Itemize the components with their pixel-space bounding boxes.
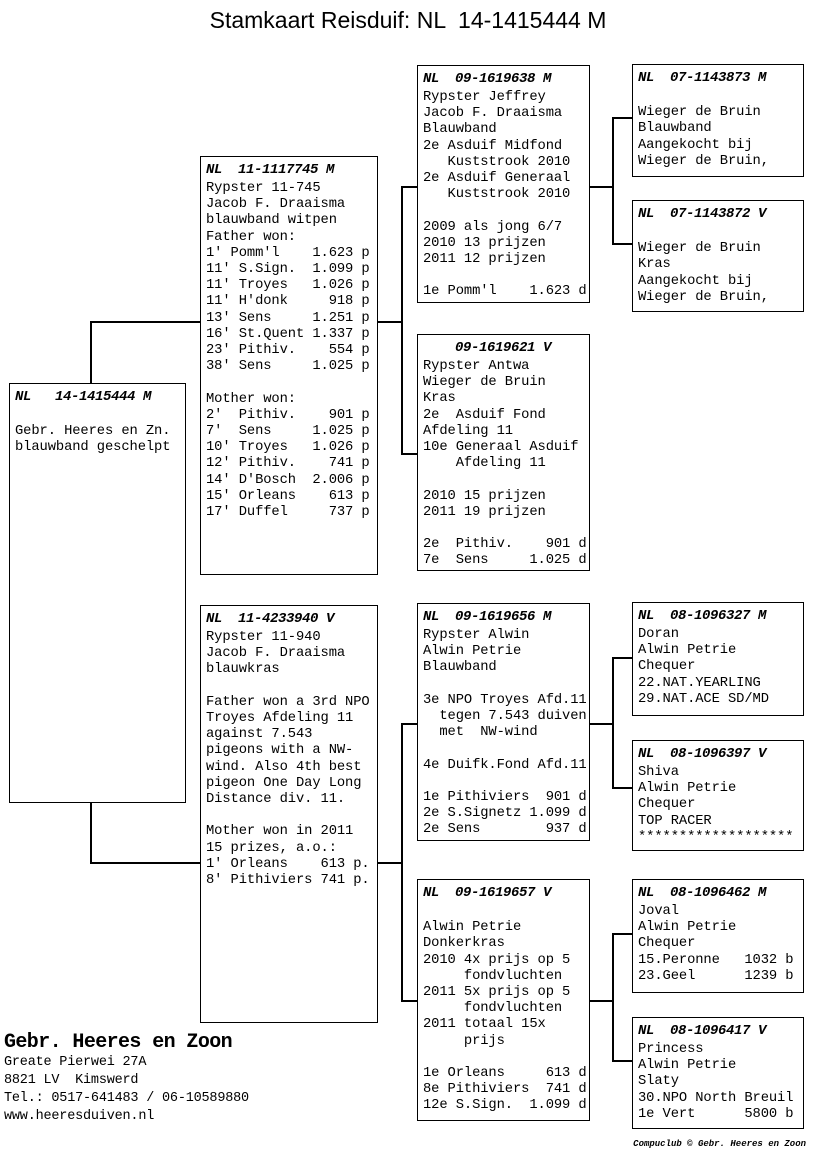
- pigeon-details: Wieger de Bruin Blauwband Aangekocht bij Wieger de Bruin,: [638, 105, 769, 169]
- connector-line: [612, 1060, 632, 1062]
- pedigree-box-ggf-1: [632, 64, 804, 177]
- connector-line: [612, 933, 614, 1061]
- pedigree-box-subject: [9, 383, 186, 803]
- pedigree-box-grandmother-paternal: [417, 334, 590, 571]
- pigeon-details: Rypster Antwa Wieger de Bruin Kras 2e Asduif Fond Afdeling 11 10e Generaal Asduif Afdeling 11 2010 15 prijzen 2011 19 prijzen 2e Pithiv. 901 d 7e Sens 1.025 d: [423, 359, 587, 569]
- connector-line: [612, 657, 632, 659]
- pigeon-details: Rypster Jeffrey Jacob F. Draaisma Blauwband 2e Asduif Midfond Kuststrook 2010 2e Asduif Generaal Kuststrook 2010 2009 als jong 6/7 2010 13 prijzen 2011 12 prijzen 1e Pomm'l 1.623 d: [423, 90, 587, 300]
- pedigree-box-mother: [200, 605, 378, 1023]
- pedigree-box-ggm-3: [632, 1017, 804, 1129]
- connector-line: [401, 1000, 417, 1002]
- ring-number: NL 09-1619656 M: [423, 609, 552, 625]
- pigeon-details: Rypster 11-940 Jacob F. Draaisma blauwkras Father won a 3rd NPO Troyes Afdeling 11 against 7.543 pigeons with a NW- wind. Also 4th best pigeon One Day Long Distance div. 11. Mother won in 2011 15 prizes, a.o.: 1' Orleans 613 p. 8' Pithiviers 741 p.: [206, 630, 370, 889]
- ring-number: 09-1619621 V: [423, 340, 552, 356]
- pigeon-details: Gebr. Heeres en Zn. blauwband geschelpt: [15, 424, 171, 456]
- breeder-name: Gebr. Heeres en Zoon: [4, 1031, 233, 1054]
- connector-line: [612, 243, 632, 245]
- ring-number: NL 07-1143873 M: [638, 70, 767, 86]
- pigeon-details: Joval Alwin Petrie Chequer 15.Peronne 1032 b 23.Geel 1239 b: [638, 904, 794, 984]
- breeder-website: www.heeresduiven.nl: [4, 1109, 155, 1124]
- ring-number: NL 09-1619638 M: [423, 71, 552, 87]
- pedigree-box-ggm-1: [632, 200, 804, 312]
- ring-number: NL 07-1143872 V: [638, 206, 767, 222]
- ring-number: NL 11-4233940 V: [206, 611, 335, 627]
- pedigree-box-father: [200, 156, 378, 575]
- ring-number: NL 08-1096327 M: [638, 608, 767, 624]
- pedigree-box-grandfather-paternal: [417, 65, 590, 303]
- ring-number: NL 14-1415444 M: [15, 389, 152, 405]
- connector-line: [90, 862, 200, 864]
- connector-line: [612, 933, 632, 935]
- pigeon-details: Rypster Alwin Alwin Petrie Blauwband 3e NPO Troyes Afd.11 tegen 7.543 duiven met NW-wind 4e Duifk.Fond Afd.11 1e Pithiviers 901 d 2e S.Signetz 1.099 d 2e Sens 937 d: [423, 628, 587, 838]
- ring-number: NL 11-1117745 M: [206, 162, 335, 178]
- pigeon-details: Doran Alwin Petrie Chequer 22.NAT.YEARLING 29.NAT.ACE SD/MD: [638, 627, 769, 707]
- connector-line: [612, 657, 614, 788]
- connector-line: [401, 453, 417, 455]
- breeder-address-city: 8821 LV Kimswerd: [4, 1073, 139, 1088]
- connector-line: [401, 186, 403, 454]
- pedigree-box-ggf-2: [632, 602, 804, 716]
- ring-number: NL 08-1096417 V: [638, 1023, 767, 1039]
- pigeon-details: Princess Alwin Petrie Slaty 30.NPO North Breuil 1e Vert 5800 b: [638, 1042, 794, 1122]
- pigeon-details: Rypster 11-745 Jacob F. Draaisma blauwband witpen Father won: 1' Pomm'l 1.623 p 11' S.Sign. 1.099 p 11' Troyes 1.026 p 11' H'donk 918 p 13' Sens 1.251 p 16' St.Quent 1.337 p 23' Pithiv. 554 p 38' Sens 1.025 p Mother won: 2' Pithiv. 901 p 7' Sens 1.025 p 10' Troyes 1.026 p 12' Pithiv. 741 p 14' D'Bosch 2.006 p 15' Orleans 613 p 17' Duffel 737 p: [206, 181, 370, 521]
- connector-line: [401, 186, 417, 188]
- connector-line: [590, 186, 613, 188]
- connector-line: [378, 862, 401, 864]
- pedigree-box-grandfather-maternal: [417, 603, 590, 841]
- breeder-address-street: Greate Pierwei 27A: [4, 1055, 147, 1070]
- connector-line: [590, 1000, 613, 1002]
- ring-number: NL 08-1096397 V: [638, 746, 767, 762]
- ring-number: NL 08-1096462 M: [638, 885, 767, 901]
- pigeon-details: Alwin Petrie Donkerkras 2010 4x prijs op 5 fondvluchten 2011 5x prijs op 5 fondvluchten 2011 totaal 15x prijs 1e Orleans 613 d 8e Pithiviers 741 d 12e S.Sign. 1.099 d: [423, 920, 587, 1114]
- pigeon-details: Wieger de Bruin Kras Aangekocht bij Wieger de Bruin,: [638, 241, 769, 305]
- pedigree-box-ggm-2: [632, 740, 804, 851]
- connector-line: [612, 787, 632, 789]
- connector-line: [401, 723, 417, 725]
- breeder-phone: Tel.: 0517-641483 / 06-10589880: [4, 1091, 249, 1106]
- pigeon-details: Shiva Alwin Petrie Chequer TOP RACER *******************: [638, 765, 794, 845]
- connector-line: [90, 321, 200, 323]
- pedigree-box-grandmother-maternal: [417, 879, 590, 1121]
- ring-number: NL 09-1619657 V: [423, 885, 552, 901]
- connector-line: [401, 723, 403, 1001]
- breeder-info: [4, 1031, 249, 1126]
- connector-line: [612, 117, 614, 244]
- connector-line: [378, 321, 401, 323]
- page-title: Stamkaart Reisduif: NL 14-1415444 M: [209, 7, 607, 33]
- compuclub-credit: Compuclub © Gebr. Heeres en Zoon: [633, 1139, 806, 1149]
- connector-line: [612, 117, 632, 119]
- pedigree-box-ggf-3: [632, 879, 804, 993]
- connector-line: [590, 723, 613, 725]
